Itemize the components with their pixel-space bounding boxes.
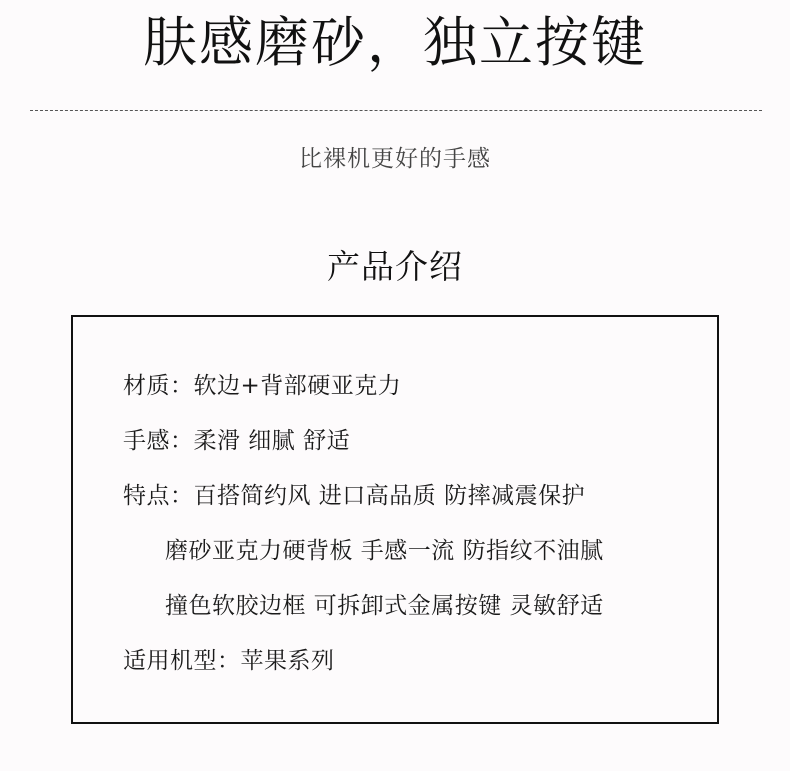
- product-info-box: [71, 315, 719, 724]
- dashed-divider: [30, 110, 762, 111]
- features-line-2: 磨砂亚克力硬背板 手感一流 防指纹不油腻: [165, 538, 604, 564]
- section-title: 产品介绍: [327, 247, 463, 286]
- compatible-models-line: 适用机型：苹果系列: [123, 648, 335, 674]
- material-line: 材质：软边+背部硬亚克力: [123, 373, 402, 399]
- features-line-3: 撞色软胶边框 可拆卸式金属按键 灵敏舒适: [165, 593, 604, 619]
- features-line-1: 特点：百搭简约风 进口高品质 防摔减震保护: [123, 483, 586, 509]
- feel-line: 手感：柔滑 细腻 舒适: [123, 428, 351, 454]
- headline: 肤感磨砂，独立按键: [143, 11, 647, 74]
- subtitle: 比裸机更好的手感: [299, 146, 491, 172]
